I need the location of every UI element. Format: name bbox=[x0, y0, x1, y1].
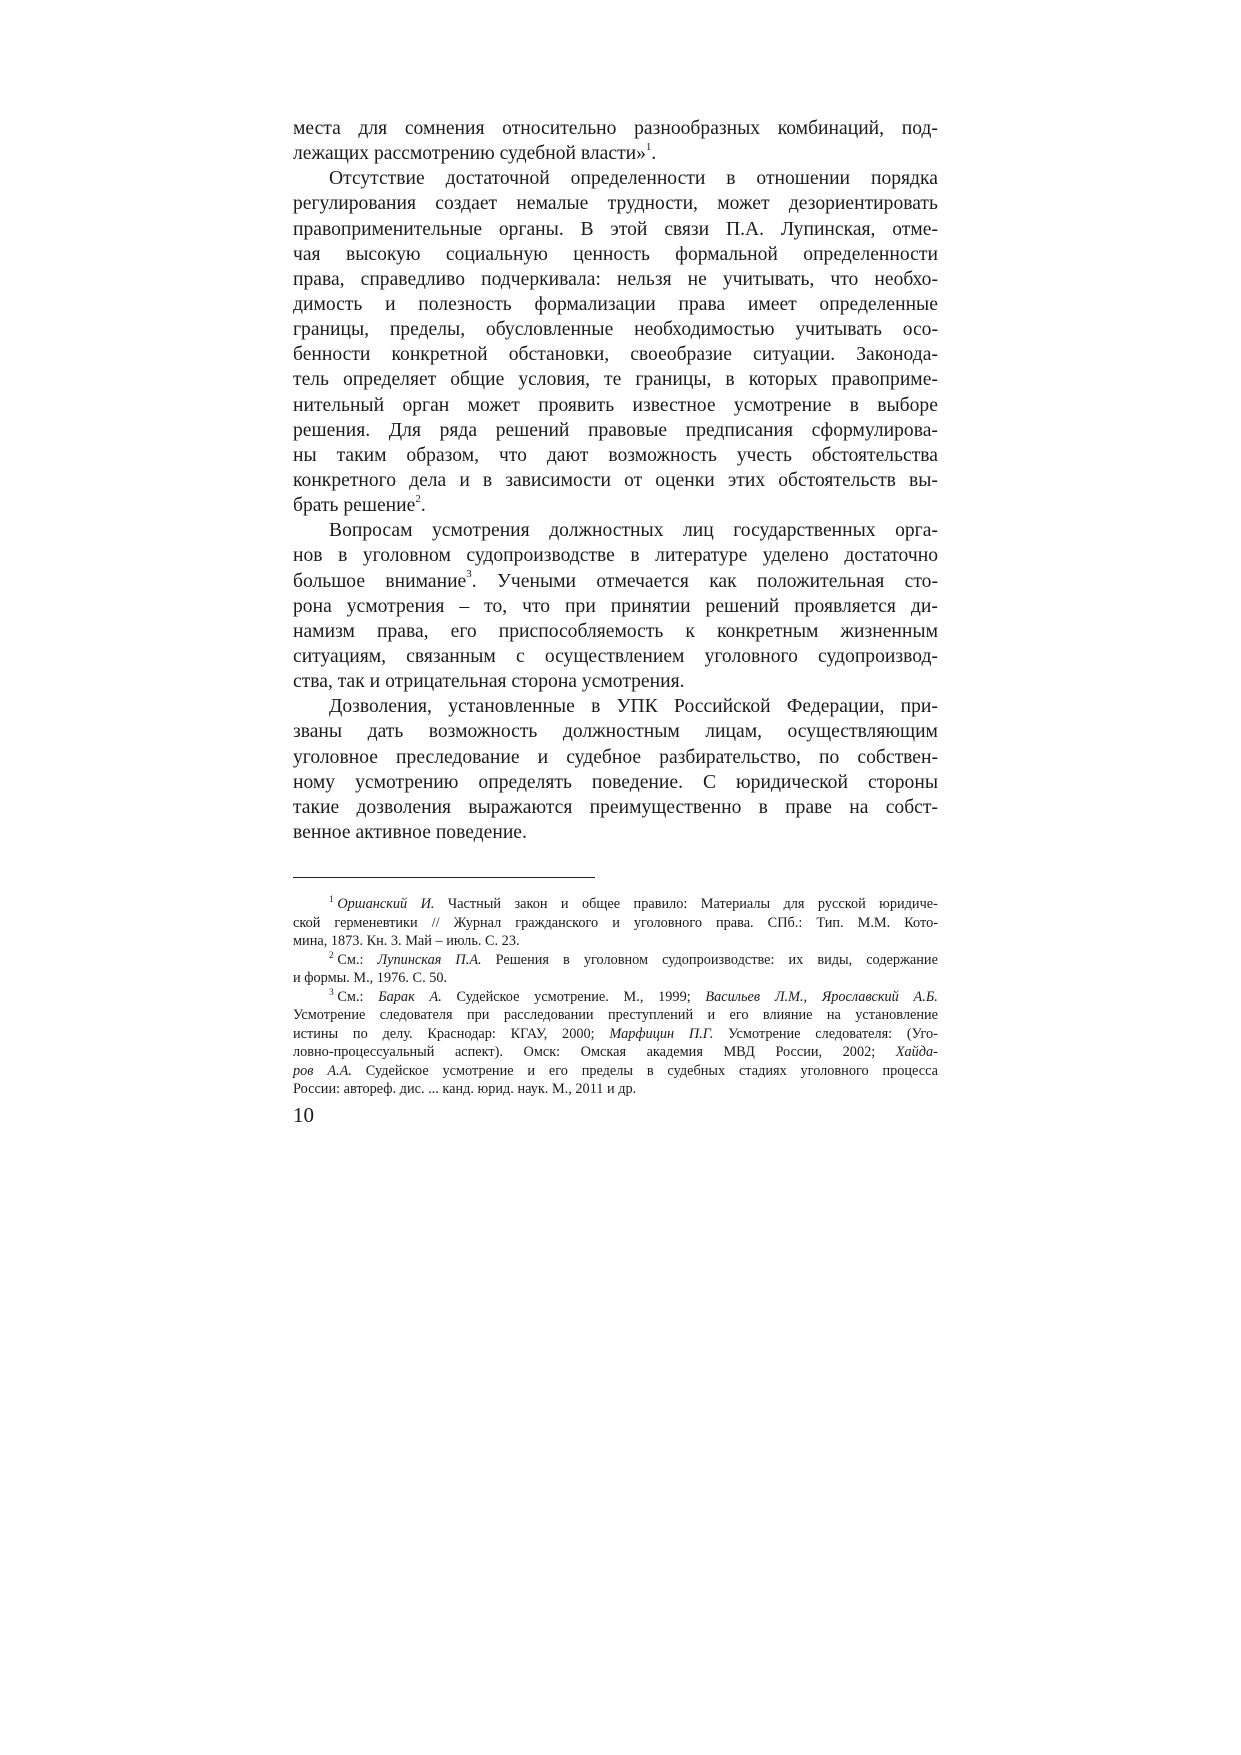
text-line: намизм права, его приспособляемость к конкретным жизненным bbox=[293, 620, 938, 642]
text-line: нов в уголовном судопроизводстве в литературе уделено достаточно bbox=[293, 545, 938, 567]
text-line: венное активное поведение. bbox=[293, 821, 527, 843]
footnote-line: $^2$ См.: Лупинская П.А. Решения в уголовном судопроизводстве: их виды, содержание bbox=[329, 950, 938, 968]
footnote-line: ров А.А. Судейское усмотрение и его пределы в судебных стадиях уголовного процесса bbox=[293, 1062, 938, 1079]
footnote-ref[interactable]: 3 bbox=[466, 568, 472, 580]
footnote-number: 3 bbox=[329, 987, 334, 998]
footnote-line: Усмотрение следователя при расследовании преступлений и его влияние на установление bbox=[293, 1007, 938, 1023]
text-line: большое внимание$^3$. Учеными отмечается как положительная сто- bbox=[293, 568, 938, 592]
text-line: правоприменительные органы. В этой связи П.А. Лупинская, отме- bbox=[293, 218, 938, 240]
footnote-line: и формы. М., 1976. С. 50. bbox=[293, 970, 448, 986]
footnote-separator bbox=[293, 877, 595, 878]
text-line: тель определяет общие условия, те границы, в которых правоприме- bbox=[293, 369, 938, 391]
footnote-line: ловно-процессуальный аспект). Омск: Омская академия МВД России, 2002; Хайда- bbox=[293, 1044, 938, 1060]
text-line: Отсутствие достаточной определенности в отношении порядка bbox=[329, 168, 938, 190]
text-line: такие дозволения выражаются преимущественно в праве на собст- bbox=[293, 796, 938, 818]
footnote-line: ской герменевтики // Журнал гражданского и уголовного права. СПб.: Тип. М.М. Кото- bbox=[293, 914, 938, 931]
footnote-ref[interactable]: 1 bbox=[645, 140, 652, 153]
text-line: брать решение$^2$. bbox=[293, 492, 426, 517]
footnote-ref[interactable]: 2 bbox=[415, 492, 421, 505]
text-line: места для сомнения относительно разнообразных комбинаций, под- bbox=[293, 118, 938, 139]
footnote bbox=[293, 895, 938, 951]
text-line: Вопросам усмотрения должностных лиц государственных орга- bbox=[329, 520, 938, 542]
footnote bbox=[293, 988, 938, 1099]
paragraph bbox=[293, 116, 938, 166]
text-line: границы, пределы, обусловленные необходимостью учитывать осо- bbox=[293, 319, 938, 341]
footnote-line: $^1$ Оршанский И. Частный закон и общее правило: Материалы для русской юридиче- bbox=[329, 895, 938, 912]
page-number: 10 bbox=[293, 1103, 314, 1127]
text-line: лежащих рассмотрению судебной власти»$^1$. bbox=[293, 140, 657, 165]
text-line: конкретного дела и в зависимости от оценки этих обстоятельств вы- bbox=[293, 469, 938, 491]
text-line: ситуациям, связанным с осуществлением уголовного судопроизвод- bbox=[293, 645, 938, 667]
footnote-line: $^3$ См.: Барак А. Судейское усмотрение. М., 1999; Васильев Л.М., Ярославский А.Б. bbox=[329, 987, 938, 1005]
paragraph bbox=[293, 694, 938, 845]
paragraph bbox=[293, 518, 938, 694]
footnote-number: 1 bbox=[329, 895, 334, 906]
text-line: бенности конкретной обстановки, своеобразие ситуации. Законода- bbox=[293, 344, 938, 366]
text-line: нительный орган может проявить известное усмотрение в выборе bbox=[293, 394, 938, 416]
text-line: Дозволения, установленные в УПК Российской Федерации, при- bbox=[329, 696, 938, 718]
text-line: рона усмотрения – то, что при принятии решений проявляется ди- bbox=[293, 595, 938, 617]
text-line: регулирования создает немалые трудности, может дезориентировать bbox=[293, 193, 938, 215]
text-line: ства, так и отрицательная сторона усмотрения. bbox=[293, 671, 685, 693]
footnote bbox=[293, 951, 938, 988]
footnote-line: истины по делу. Краснодар: КГАУ, 2000; Марфицин П.Г. Усмотрение следователя: (Уго- bbox=[293, 1025, 938, 1042]
footnotes bbox=[293, 895, 938, 1099]
paragraph bbox=[293, 166, 938, 518]
text-line: уголовное преследование и судебное разбирательство, по собствен- bbox=[293, 746, 938, 768]
footnote-line: мина, 1873. Кн. 3. Май – июль. С. 23. bbox=[293, 933, 520, 949]
text-line: ны таким образом, что дают возможность учесть обстоятельства bbox=[293, 444, 938, 466]
footnote-number: 2 bbox=[329, 950, 334, 961]
body-text bbox=[293, 116, 938, 845]
text-line: чая высокую социальную ценность формальной определенности bbox=[293, 243, 938, 265]
text-line: званы дать возможность должностным лицам, осуществляющим bbox=[293, 721, 938, 743]
text-line: права, справедливо подчеркивала: нельзя не учитывать, что необхо- bbox=[293, 268, 938, 290]
text-line: решения. Для ряда решений правовые предписания сформулирова- bbox=[293, 419, 938, 441]
text-line: ному усмотрению определять поведение. С юридической стороны bbox=[293, 771, 938, 793]
footnote-line: России: автореф. дис. ... канд. юрид. наук. М., 2011 и др. bbox=[293, 1081, 637, 1097]
text-line: димость и полезность формализации права имеет определенные bbox=[293, 293, 938, 315]
